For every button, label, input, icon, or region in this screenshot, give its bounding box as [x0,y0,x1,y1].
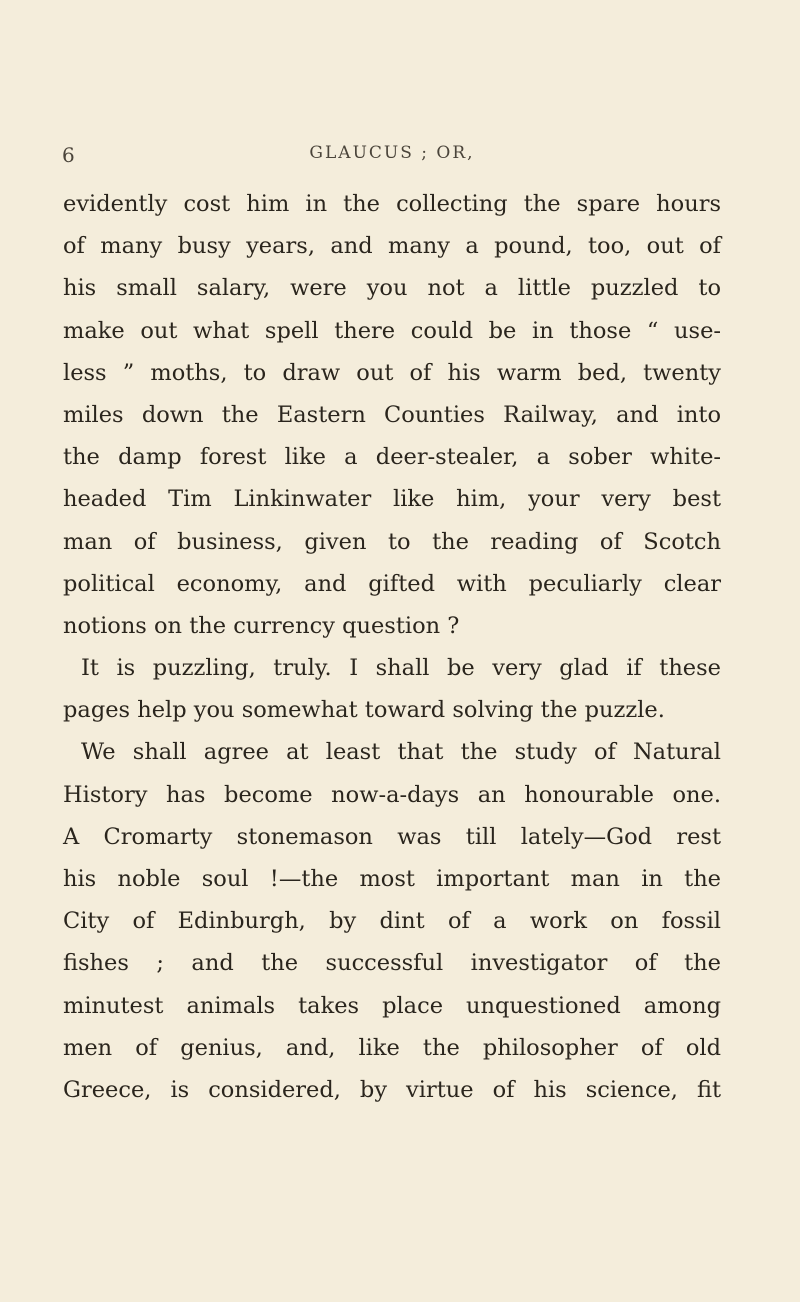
text-line: headed Tim Linkinwater like him, your very best [63,486,721,513]
text-line: fishes ; and the successful investigator of the [63,950,721,977]
paragraph-start-line: We shall agree at least that the study of Natural [81,739,721,766]
text-line: History has become now-a-days an honourable one. [63,781,721,808]
page-header [62,143,722,173]
text-line: his small salary, were you not a little puzzled to [63,275,721,302]
text-line: the damp forest like a deer-stealer, a sober white- [63,444,721,471]
text-line: pages help you somewhat toward solving the puzzle. [63,697,665,724]
text-line: evidently cost him in the collecting the spare hours [63,191,721,217]
text-line: political economy, and gifted with peculiarly clear [63,570,721,597]
text-line: notions on the currency question ? [63,612,460,639]
text-line: A Cromarty stonemason was till lately—God rest [63,823,721,850]
text-line: of many busy years, and many a pound, too, out of [63,233,721,260]
text-line: less ” moths, to draw out of his warm bed, twenty [63,359,721,386]
text-line: Greece, is considered, by virtue of his science, fit [63,1076,721,1103]
text-line: make out what spell there could be in those “ use- [63,317,721,344]
body-text [63,183,721,1111]
text-line: miles down the Eastern Counties Railway, and into [63,401,721,428]
text-line: minutest animals takes place unquestioned among [63,992,721,1019]
text-line: men of genius, and, like the philosopher of old [63,1034,721,1061]
running-head: GLAUCUS ; OR, [309,143,475,163]
text-line: his noble soul !—the most important man in the [63,866,721,892]
text-line: man of business, given to the reading of Scotch [63,528,721,555]
page-number: 6 [62,143,75,167]
text-line: City of Edinburgh, by dint of a work on fossil [63,908,721,935]
paragraph-start-line: It is puzzling, truly. I shall be very glad if these [81,655,721,682]
